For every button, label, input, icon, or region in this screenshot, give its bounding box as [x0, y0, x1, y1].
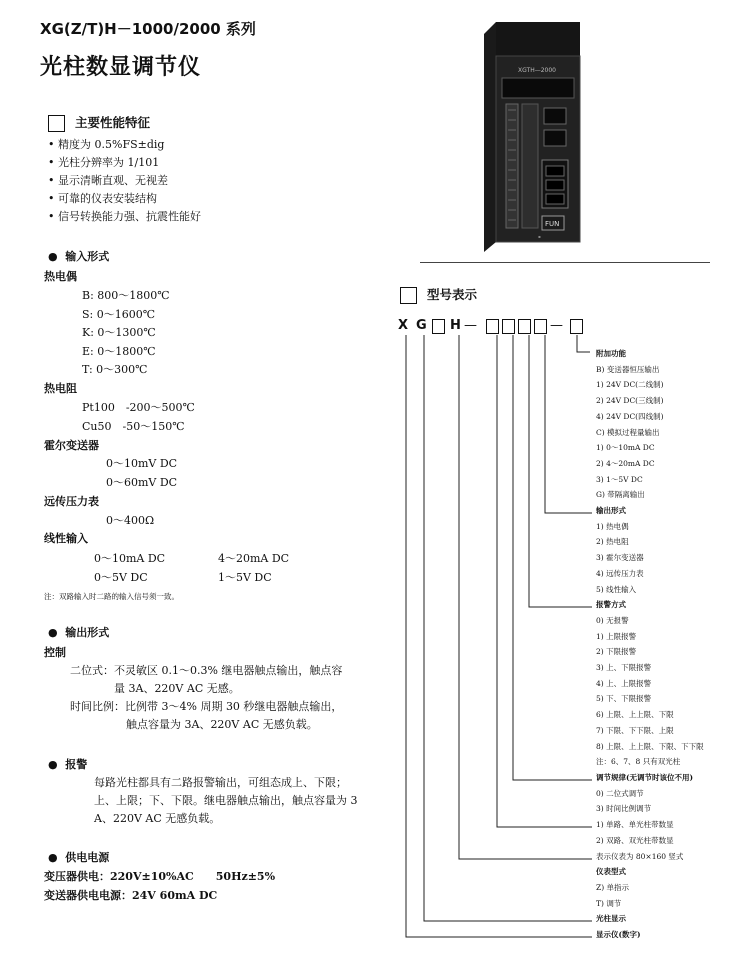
alarm-heading: ● 报警	[48, 758, 88, 771]
input-heading: ● 输入形式	[48, 250, 110, 263]
list-item: 调节规律(无调节时该位不用)	[596, 772, 694, 782]
list-item: 表示仪表为 80×160 竖式	[596, 851, 684, 861]
list-item: 1) 热电偶	[596, 521, 629, 531]
list-item: 光柱显示	[596, 914, 626, 924]
list-item: 6) 上限、上上限、下限	[596, 710, 674, 720]
list-item: • 可靠的仪表安装结构	[48, 192, 157, 205]
control-label: 控制	[44, 646, 66, 659]
svg-text:▪: ▪	[538, 234, 541, 239]
thermocouple-label: 热电偶	[44, 270, 77, 283]
hall-list: 0～10mV DC 0～60mV DC	[106, 457, 178, 489]
fun-button-label: FUN	[545, 220, 560, 228]
code-dash: —	[464, 318, 477, 333]
series-title: XG(Z/T)H－1000/2000 系列	[40, 20, 256, 38]
list-item: 2) 4～20mA DC	[596, 458, 655, 468]
list-item: 5) 线性输入	[596, 584, 637, 594]
output-heading: ● 输出形式	[48, 626, 110, 639]
list-item: 1) 单路、单光柱带数显	[596, 820, 674, 830]
list-item: 2) 热电阻	[596, 537, 629, 547]
list-item: 仪表型式	[596, 867, 626, 877]
list-item: • 信号转换能力强、抗震性能好	[48, 210, 201, 223]
alarm-text: 每路光柱都具有二路报警输出，可组态成上、下限； 上、上限；下、下限。继电器触点输出，触点容量为 3 A、220V AC 无感负载。	[94, 776, 358, 825]
list-item: 2) 24V DC(三线制)	[596, 396, 664, 406]
model-entries	[596, 346, 704, 943]
list-item: 5) 下、下限报警	[596, 694, 652, 704]
power-heading: ● 供电电源	[48, 851, 110, 864]
list-item: C) 模拟过程量输出	[596, 427, 660, 437]
power-text: 变压器供电：220V±10%AC 50Hz±5% 变送器供电电源：24V 60mA DC	[44, 870, 276, 902]
list-item: 0) 二位式调节	[596, 788, 644, 798]
list-item: 报警方式	[596, 600, 626, 610]
code-letter-x: X	[398, 318, 409, 333]
output-text: 二位式：不灵敏区 0.1～0.3% 继电器触点输出，触点容 量 3A、220V AC 无感。 时间比例：比例带 3～4% 周期 30 秒继电器触点输出， 触点容量为 3A、220V AC 无感负载。	[70, 664, 343, 731]
pressure-value: 0～400Ω	[106, 514, 155, 527]
list-item: 4) 24V DC(四线制)	[596, 411, 664, 421]
rtd-label: 热电阻	[44, 382, 77, 395]
list-item: 附加功能	[596, 349, 626, 358]
list-item: 3) 时间比例调节	[596, 804, 652, 814]
code-letter-h: H	[450, 318, 461, 333]
panel-label: XGTH—2000	[518, 67, 556, 74]
features-heading: 主要性能特征	[48, 113, 150, 132]
rtd-list: Pt100 -200～500℃ Cu50 -50～150℃	[82, 401, 195, 433]
list-item: G) 带隔离输出	[596, 490, 645, 500]
list-item: 4) 上、上限报警	[596, 678, 652, 688]
list-item: 7) 下限、下下限、上限	[596, 725, 674, 735]
code-letter-g: G	[416, 318, 427, 333]
list-item: B) 变送器恒压输出	[596, 364, 660, 374]
list-item: 3) 上、下限报警	[596, 663, 652, 673]
list-item: 2) 双路、双光柱带数显	[596, 835, 674, 845]
list-item: 4) 远传压力表	[596, 568, 644, 578]
list-item: 注：6、7、8 只有双光柱	[596, 757, 681, 767]
product-name: 光柱数显调节仪	[40, 55, 202, 80]
list-item: • 精度为 0.5%FS±dig	[48, 138, 165, 151]
list-item: 3) 霍尔变送器	[596, 553, 644, 563]
list-item: 3) 1～5V DC	[596, 474, 643, 484]
list-item: 1) 上限报警	[596, 631, 637, 641]
list-item: T) 调节	[596, 898, 622, 908]
list-item: 2) 下限报警	[596, 647, 637, 657]
list-item: 1) 24V DC(二线制)	[596, 380, 664, 390]
model-heading: 型号表示	[400, 285, 477, 304]
list-item: 输出形式	[596, 506, 626, 516]
list-item: • 显示清晰直观、无视差	[48, 174, 168, 187]
list-item: 8) 上限、上上限、下限、下下限	[596, 741, 704, 751]
hall-label: 霍尔变送器	[44, 439, 99, 452]
input-note: 注：双路输入时二路的输入信号须一致。	[44, 592, 179, 601]
thermocouple-list: B: 800～1800℃ S: 0～1600℃ K: 0～1300℃ E: 0～1800℃ T: 0～300℃	[82, 289, 170, 376]
list-item: • 光柱分辨率为 1/101	[48, 156, 160, 169]
pressure-label: 远传压力表	[44, 495, 99, 508]
list-item: 1) 0～10mA DC	[596, 443, 655, 453]
list-item: 0) 无报警	[596, 615, 629, 625]
list-item: Z) 单指示	[596, 882, 630, 892]
code-dash: —	[550, 318, 563, 333]
linear-label: 线性输入	[44, 532, 88, 545]
linear-grid: 0～10mA DC 4～20mA DC 0～5V DC 1～5V DC	[94, 552, 290, 584]
list-item: 显示仪(数字)	[596, 930, 641, 940]
